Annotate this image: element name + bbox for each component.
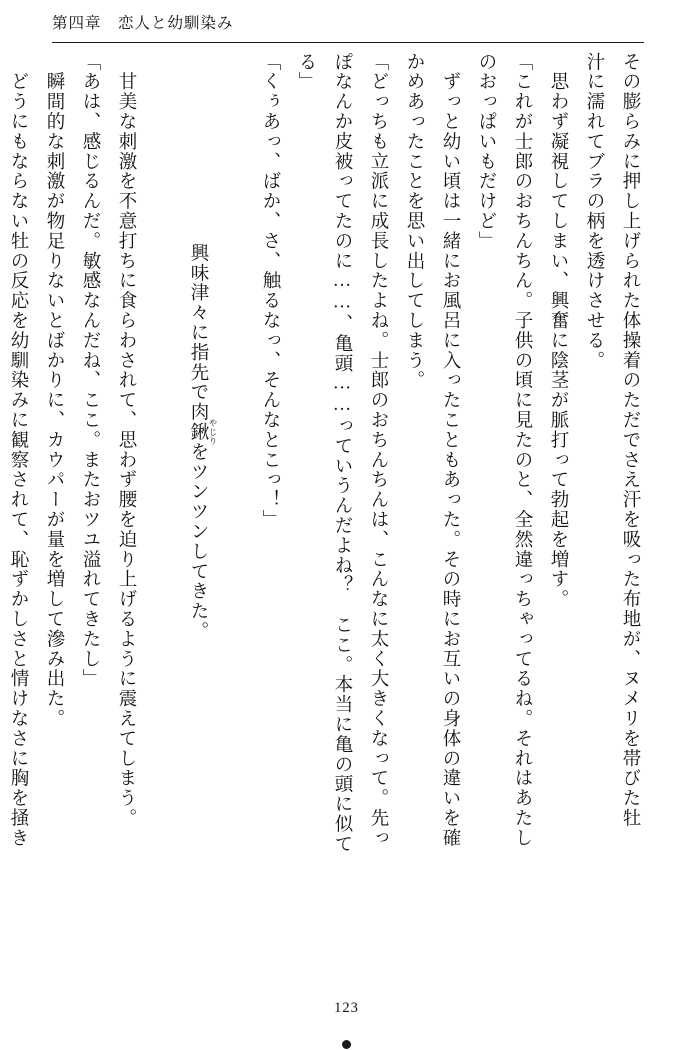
text-column: その膨らみに押し上げられた体操着のただでさえ汗を吸った布地が、ヌメリを帯びた牡	[620, 52, 640, 829]
ruby-column-text: 興味津々に指先で肉鍬 やじりをツンツンしてきた。	[188, 223, 218, 642]
text-column: のおっぱいもだけど」	[476, 52, 496, 251]
text-column-with-ruby	[144, 52, 252, 992]
body-text	[8, 52, 648, 992]
ruby-reading: やじり	[208, 418, 218, 446]
text-column: 甘美な刺激を不意打ちに食らわされて、思わず腰を迫り上げるように震えてしまう。	[116, 52, 136, 829]
text-column: どうにもならない牡の反応を幼馴染みに観察されて、恥ずかしさと情けなさに胸を掻き	[8, 52, 28, 848]
page-number: 123	[334, 1000, 359, 1016]
text-column: る」	[296, 52, 316, 92]
ruby-annotation: 鍬 やじり	[188, 418, 218, 446]
text-column: 「これが士郎のおちんちん。子供の頃に見たのと、全然違っちゃってるね。それはあたし	[512, 52, 532, 848]
text-column: ぽなんか皮被ってたのに……、亀頭……っていうんだよね？ ここ。本当に亀の頭に似て	[332, 52, 352, 854]
text-column: 「どっちも立派に成長したよね。士郎のおちんちんは、こんなに太く大きくなって。先っ	[368, 52, 388, 848]
text-column: 思わず凝視してしまい、興奮に陰茎が脈打って勃起を増す。	[548, 52, 568, 610]
chapter-title: 第四章 恋人と幼馴染み	[52, 15, 234, 32]
text-columns	[8, 52, 648, 992]
text-column: 瞬間的な刺激が物足りないとばかりに、カウパーが量を増して滲み出た。	[44, 52, 64, 729]
text-column: 汁に濡れてブラの柄を透けさせる。	[584, 52, 604, 371]
text-column: ずっと幼い頃は一緒にお風呂に入ったこともあった。その時にお互いの身体の違いを確	[440, 52, 460, 848]
text-column: 「あは、感じるんだ。敏感なんだね、ここ。またおツユ溢れてきたし」	[80, 52, 100, 689]
page-bottom-mark	[342, 1040, 351, 1049]
text-column: かめあったことを思い出してしまう。	[404, 52, 424, 391]
text-column: 「くぅあっ、ばか、さ、触るなっ、そんなとこっ！」	[260, 52, 280, 530]
header-divider	[52, 42, 644, 43]
